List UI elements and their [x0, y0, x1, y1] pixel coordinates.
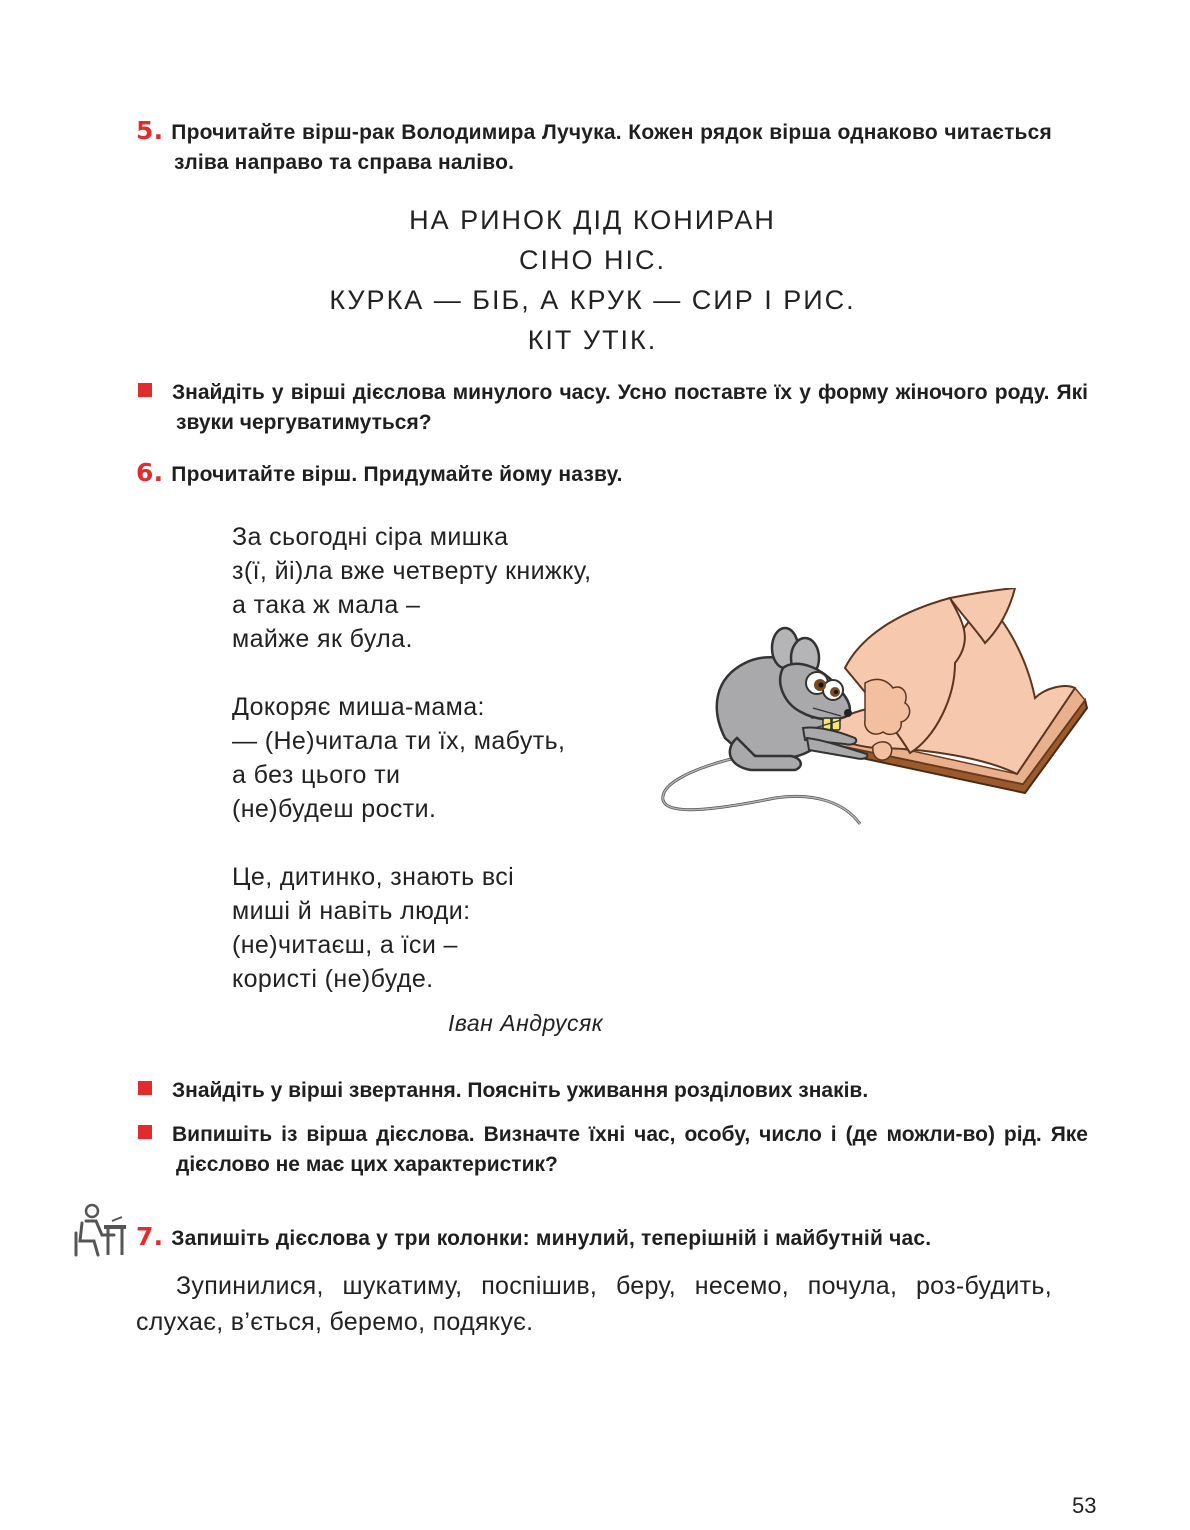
riddle-line: КІТ УТІК. — [527, 325, 658, 355]
riddle-line: СІНО НІС. — [518, 245, 666, 275]
task-6 — [136, 458, 1052, 490]
riddle-line: НА РИНОК ДІД КОНИРАН — [409, 205, 776, 235]
poem-line: (не)будеш рости. — [232, 795, 437, 823]
task-text: Прочитайте вірш-рак Володимира Лучука. Кожен рядок вірша однаково читається зліва направо та справа наліво. — [171, 121, 1052, 174]
bullet-text: Випишіть із вірша дієслова. Визначте їхні час, особу, число і (де можли-во) рід. Яке дієслово не має цих характеристик? — [172, 1123, 1088, 1176]
poem-line: (не)читаєш, а їси – — [232, 931, 458, 959]
poem-stanza — [232, 520, 591, 656]
task-number: 7. — [136, 1222, 164, 1251]
poem-line: майже як була. — [232, 625, 413, 653]
poem-stanza — [232, 860, 591, 996]
bullet-square-icon — [138, 1081, 152, 1095]
poem — [232, 520, 591, 1030]
task-6-bullet — [138, 1120, 1088, 1180]
poem-line: з(ї, йі)ла вже четверту книжку, — [232, 557, 592, 585]
poem-line: За сьогодні сіра мишка — [232, 523, 509, 551]
task-number: 6. — [136, 458, 164, 487]
riddle-line: КУРКА — БІБ, А КРУК — СИР І РИС. — [329, 285, 856, 315]
poem-line: а така ж мала – — [232, 591, 421, 619]
poem-line: а без цього ти — [232, 761, 401, 789]
task-text: Запишіть дієслова у три колонки: минулий, теперішній і майбутній час. — [171, 1227, 932, 1250]
poem-line: Це, дитинко, знають всі — [232, 863, 515, 891]
task-6-bullet — [138, 1076, 1088, 1106]
bullet-square-icon — [138, 383, 152, 397]
page-number: 53 — [1072, 1493, 1097, 1518]
student-at-desk-icon — [72, 1203, 128, 1257]
verb-list: Зупинилися, шукатиму, поспішив, беру, несемо, почула, роз-будить, слухає, в’ється, беремо, подякує. — [136, 1272, 1052, 1336]
poem-author: Іван Андрусяк — [448, 1010, 604, 1036]
poem-line: миші й навіть люди: — [232, 897, 471, 925]
poem-stanza — [232, 690, 591, 826]
poem-line: користі (не)буде. — [232, 965, 434, 993]
task-text: Прочитайте вірш. Придумайте йому назву. — [171, 463, 623, 486]
task-5-bullet — [138, 378, 1088, 438]
poem-line: — (Не)читала ти їх, мабуть, — [232, 727, 566, 755]
bullet-text: Знайдіть у вірші дієслова минулого часу. Усно поставте їх у форму жіночого роду. Які звуки чергуватимуться? — [172, 381, 1088, 434]
mouse-reading-book-illustration — [655, 588, 1095, 833]
task-number: 5. — [136, 116, 164, 145]
poem-line: Докоряє миша-мама: — [232, 693, 485, 721]
bullet-text: Знайдіть у вірші звертання. Поясніть уживання розділових знаків. — [172, 1079, 869, 1102]
task-7 — [136, 1222, 1052, 1254]
task-5 — [136, 116, 1052, 178]
bullet-square-icon — [138, 1125, 152, 1139]
riddle-poem — [190, 200, 995, 360]
